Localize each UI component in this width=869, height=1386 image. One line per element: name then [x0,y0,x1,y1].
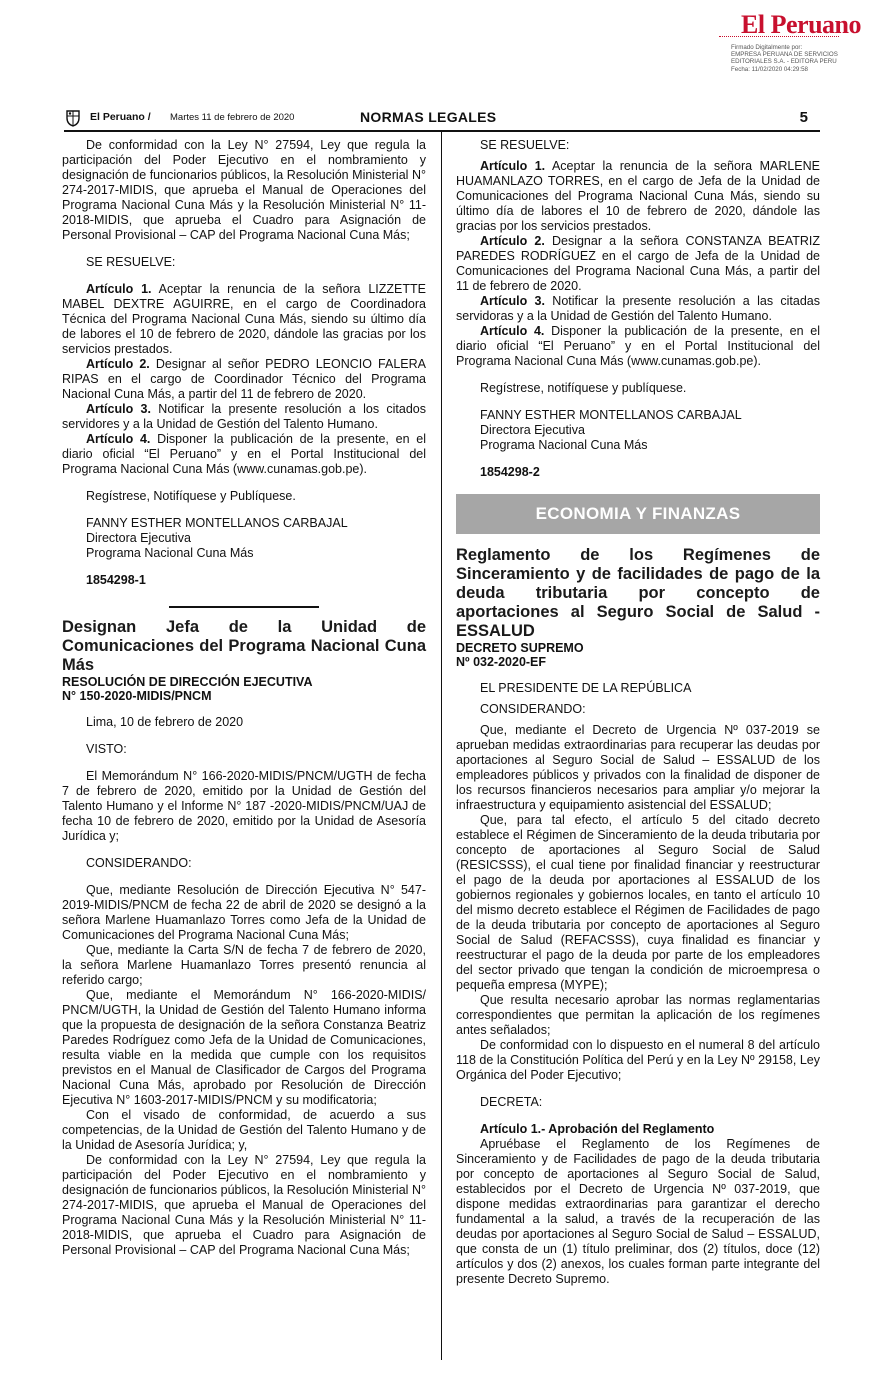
signer-name: FANNY ESTHER MONTELLANOS CARBAJAL [86,516,348,530]
article-label: Artículo 3. [86,402,151,416]
article-label: Artículo 4. [86,432,151,446]
left-column [62,138,426,1258]
article-1 [456,159,820,234]
coat-of-arms-icon [64,109,82,127]
signer-block [456,408,820,453]
article-1 [62,282,426,357]
norm-headline: Reglamento de los Regímenes de Sinceramiento y de facilidades de pago de la deuda tributaria por concepto de aportaciones al Seguro Social de Salud - ESSALUD [456,546,820,640]
resuelve-heading: SE RESUELVE: [480,138,570,152]
article-label: Artículo 2. [86,357,150,371]
president-line: EL PRESIDENTE DE LA REPÚBLICA [480,681,692,695]
page-number: 5 [799,109,808,126]
publication-code: 1854298-2 [480,465,540,479]
article-label: Artículo 3. [480,294,545,308]
signer-org: Programa Nacional Cuna Más [480,438,648,452]
closing-formula: Regístrese, notifíquese y publíquese. [480,381,687,395]
resolution-number: N° 150-2020-MIDIS/PNCM [62,689,212,703]
considerando-heading: CONSIDERANDO: [480,702,586,716]
paragraph: El Memorándum N° 166-2020-MIDIS/PNCM/UGTH de fecha 7 de febrero de 2020, emitido por la Unidad de Gestión del Talento Humano y el Informe N° 187 -2020-MIDIS/PNCM/UAJ de fecha 10 de febrero de 2020, emitido por la Unidad de Asesoría Jurídica y; [62,769,426,843]
signature-line: Fecha: 11/02/2020 04:29:58 [731,65,808,73]
article-label: Artículo 4. [480,324,545,338]
paragraph: Que, para tal efecto, el artículo 5 del citado decreto establece el Régimen de Sinceramiento de la deuda tributaria por concepto de aportaciones al Seguro Social de Salud (RESICSSS), el cual tiene por finalidad financiar y reestructurar el pago de la deuda por aportaciones al ESSALUD de los gobiernos regionales y gobiernos locales, en tanto el artículo 10 del mismo decreto establece el Régimen de Facilidades de pago de la deuda tributaria por concepto de aportaciones al Seguro Social de Salud (REFACSSS), cuya finalidad es financiar y reestructurar el pago de la deuda por parte de los empleadores del sector privado que tengan la condición de microempresa o pequeña empresa (MYPE); [456,813,820,992]
digital-signature-note [731,44,863,73]
article-2 [62,357,426,402]
decree-title: DECRETO SUPREMO [456,641,584,655]
signature-line: EMPRESA PERUANA DE SERVICIOS [731,51,838,59]
paragraph: Apruébase el Reglamento de los Regímenes de Sinceramiento y de Facilidades de pago de la deuda tributaria por concepto de aportaciones al Seguro Social de Salud, establecidos por el Decreto de Urgencia Nº 037-2019, que dispone medidas extraordinarias para garantizar el derecho fundamental a la salud, a través de la recuperación de las deudas por aportaciones al Seguro Social de Salud – ESSALUD, que consta de un (1) título preliminar, dos (2) títulos, doce (12) artículos y dos (2) anexos, los cuales forman parte integrante del presente Decreto Supremo. [456,1137,820,1286]
article-label: Artículo 1. [86,282,152,296]
running-head [64,108,820,132]
article-2 [456,234,820,294]
resolution-title: RESOLUCIÓN DE DIRECCIÓN EJECUTIVA [62,675,313,689]
norm-headline: Designan Jefa de la Unidad de Comunicaciones del Programa Nacional Cuna Más [62,618,426,674]
resuelve-heading: SE RESUELVE: [86,255,176,269]
paragraph: Que, mediante la Carta S/N de fecha 7 de febrero de 2020, la señora Marlene Huamanlazo Torres presentó renuncia al referido cargo; [62,943,426,987]
article-text: Aceptar la renuncia de la señora LIZZETTE MABEL DEXTRE AGUIRRE, en el cargo de Coordinadora Técnica del Programa Nacional Cuna Más, siendo su último día de labores el 10 de febrero de 2020, dándole las gracias por los servicios prestados. [62,282,426,356]
logo-underline [719,36,839,39]
section-title: NORMAS LEGALES [360,109,497,125]
right-column [456,138,820,1287]
paragraph: De conformidad con lo dispuesto en el numeral 8 del artículo 118 de la Constitución Política del Perú y en la Ley Nº 29158, Ley Orgánica del Poder Ejecutivo; [456,1038,820,1082]
visto-heading: VISTO: [86,742,127,756]
article-label: Artículo 1. [480,159,546,173]
signer-org: Programa Nacional Cuna Más [86,546,254,560]
column-divider [441,132,442,1360]
paragraph: De conformidad con la Ley N° 27594, Ley que regula la participación del Poder Ejecutivo en el nombramiento y designación de funcionarios públicos, la Resolución Ministerial N° 274-2017-MIDIS, que aprueba el Manual de Operaciones del Programa Nacional Cuna Más y la Resolución Ministerial N° 11-2018-MIDIS, que aprueba el Cuadro para Asignación de Personal Provisional – CAP del Programa Nacional Cuna Más; [62,138,426,242]
publication-code: 1854298-1 [86,573,146,587]
el-peruano-logo: El Peruano [741,10,861,39]
paragraph: Que, mediante Resolución de Dirección Ejecutiva N° 547-2019-MIDIS/PNCM de fecha 22 de abril de 2020 se designó a la señora Marlene Huamanlazo Torres como Jefa de la Unidad de Comunicaciones del Programa Nacional Cuna Más; [62,883,426,942]
article-text: Designar a la señora CONSTANZA BEATRIZ PAREDES RODRÍGUEZ en el cargo de Jefa de la Unidad de Comunicaciones del Programa Nacional Cuna Más, a partir del 11 de febrero de 2020. [456,234,820,293]
article-text: Notificar la presente resolución a los citados servidores y a la Unidad de Gestión del Talento Humano. [62,402,426,431]
decree-number: Nº 032-2020-EF [456,655,547,669]
article-title: Artículo 1.- Aprobación del Reglamento [480,1122,715,1136]
signature-line: Firmado Digitalmente por: [731,44,803,51]
paragraph: Que, mediante el Decreto de Urgencia Nº 037-2019 se aprueban medidas extraordinarias para recuperar las deudas por aportaciones al Seguro Social de Salud – ESSALUD de los empleadores públicos y privados con la finalidad de disponer de los recursos financieros necesarios para ampliar y/o mejorar la infraestructura y equipamiento asistencial del ESSALUD; [456,723,820,812]
paragraph: De conformidad con la Ley N° 27594, Ley que regula la participación del Poder Ejecutivo en el nombramiento y designación de funcionarios públicos, la Resolución Ministerial N° 274-2017-MIDIS, que aprueba el Manual de Operaciones del Programa Nacional Cuna Más y la Resolución Ministerial N° 11-2018-MIDIS, que aprueba el Cuadro para Asignación de Personal Provisional – CAP del Programa Nacional Cuna Más; [62,1153,426,1257]
paragraph: Con el visado de conformidad, de acuerdo a sus competencias, de la Unidad de Gestión del Talento Humano y de la Unidad de Asesoría Jurídica; y, [62,1108,426,1152]
closing-formula: Regístrese, Notifíquese y Publíquese. [86,489,296,503]
considerando-heading: CONSIDERANDO: [86,856,192,870]
section-banner: ECONOMIA Y FINANZAS [456,494,820,534]
article-4 [456,324,820,369]
article-text: Disponer la publicación de la presente, en el diario oficial “El Peruano” y en el Portal Institucional del Programa Nacional Cuna Más (www.cunamas.gob.pe). [62,432,426,476]
article-4 [62,432,426,477]
article-text: Disponer la publicación de la presente, en el diario oficial “El Peruano” y en el Portal Institucional del Programa Nacional Cuna Más (www.cunamas.gob.pe). [456,324,820,368]
signer-role: Directora Ejecutiva [480,423,585,437]
article-text: Notificar la presente resolución a las citadas servidoras y a la Unidad de Gestión del Talento Humano. [456,294,820,323]
separator-rule [169,606,319,608]
issue-date: Martes 11 de febrero de 2020 [170,112,295,123]
article-3 [62,402,426,432]
signer-name: FANNY ESTHER MONTELLANOS CARBAJAL [480,408,742,422]
paragraph: Que resulta necesario aprobar las normas reglamentarias correspondientes que permitan la aplicación de los regímenes antes señalados; [456,993,820,1037]
signer-block [62,516,426,561]
paragraph: Que, mediante el Memorándum N° 166-2020-MIDIS/ PNCM/UGTH, la Unidad de Gestión del Talento Humano informa que la propuesta de designación de la señora Constanza Beatriz Paredes Rodríguez como Jefa de la Unidad de Comunicaciones, resulta viable en la medida que cumple con los requisitos previstos en el Manual de Clasificador de Cargos del Programa Nacional Cuna Más, aprobado por Resolución de Dirección Ejecutiva N° 1603-2017-MIDIS/PNCM y su modificatoria; [62,988,426,1107]
article-text: Aceptar la renuncia de la señora MARLENE HUAMANLAZO TORRES, en el cargo de Jefa de la Unidad de Comunicaciones del Programa Nacional Cuna Más, siendo su último día de labores el 10 de febrero de 2020, dándole las gracias por los servicios prestados. [456,159,820,233]
article-text: Designar al señor PEDRO LEONCIO FALERA RIPAS en el cargo de Coordinador Técnico del Programa Nacional Cuna Más, a partir del 11 de febrero de 2020. [62,357,426,401]
signature-line: EDITORIALES S.A. - EDITORA PERU [731,58,837,66]
article-label: Artículo 2. [480,234,545,248]
signer-role: Directora Ejecutiva [86,531,191,545]
date-line: Lima, 10 de febrero de 2020 [86,715,244,729]
article-3 [456,294,820,324]
decreta-heading: DECRETA: [480,1095,543,1109]
newspaper-name: El Peruano / [90,111,151,123]
